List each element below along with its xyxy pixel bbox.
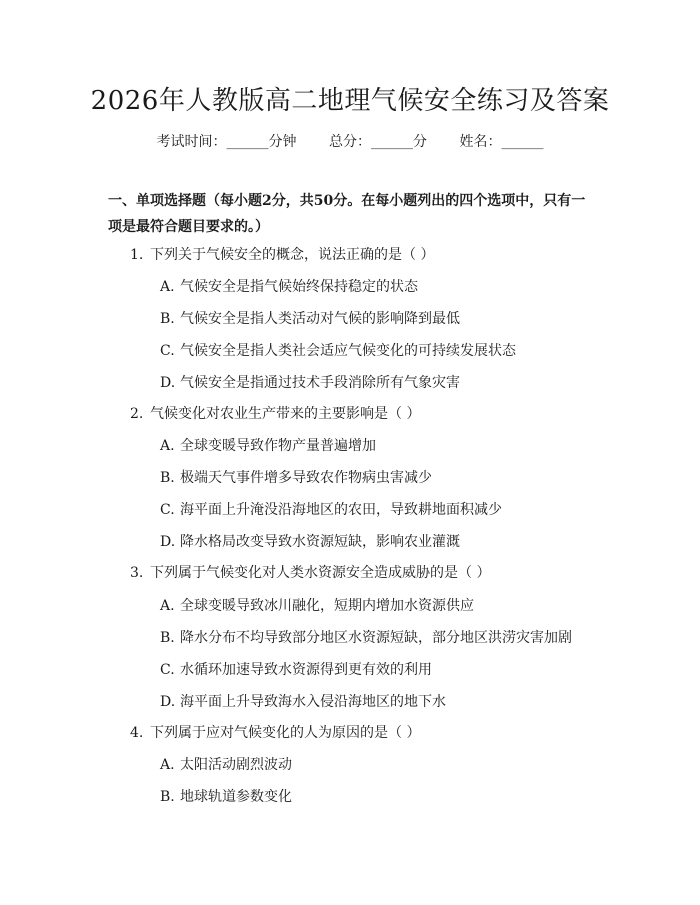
option-text: 气候安全是指人类社会适应气候变化的可持续发展状态 [180,343,516,359]
option-text: 全球变暖导致作物产量普遍增加 [180,438,376,454]
option-text: 降水格局改变导致水资源短缺，影响农业灌溉 [180,534,460,550]
option-letter: D. [160,534,176,550]
section-heading: 一、单项选择题（每小题2分，共50分。在每小题列出的四个选项中，只有一项是最符合题目要求的。） [108,193,586,235]
option-text: 降水分布不均导致部分地区水资源短缺，部分地区洪涝灾害加剧 [180,630,572,646]
question-stem: 下列关于气候安全的概念，说法正确的是（ ） [150,247,435,263]
question-stem: 气候变化对农业生产带来的主要影响是（ ） [150,406,421,422]
option-letter: A. [160,279,175,295]
option-text: 海平面上升导致海水入侵沿海地区的地下水 [180,694,446,710]
option [160,340,516,360]
page-title: 2026年人教版高二地理气候安全练习及答案 [90,86,610,116]
option-letter: A. [160,757,175,773]
question-stem: 下列属于气候变化对人类水资源安全造成威胁的是（ ） [150,565,491,581]
option-letter: B. [160,789,175,805]
option [160,308,460,328]
option-letter: C. [160,662,175,678]
exam-time-label: 考试时间：______分钟 [156,134,297,150]
option-text: 气候安全是指人类活动对气候的影响降到最低 [180,311,460,327]
option-text: 太阳活动剧烈波动 [180,757,292,773]
option [160,499,502,519]
option [160,435,376,455]
question [130,562,490,582]
option-letter: A. [160,598,175,614]
option-letter: D. [160,375,176,391]
option-text: 气候安全是指气候始终保持稳定的状态 [180,279,418,295]
question-number: 3. [130,565,144,581]
option [160,276,418,296]
option [160,754,292,774]
question [130,722,420,742]
option-letter: B. [160,311,175,327]
option-text: 极端天气事件增多导致农作物病虫害减少 [180,470,432,486]
option-text: 气候安全是指通过技术手段消除所有气象灾害 [180,375,460,391]
question-number: 1. [130,247,144,263]
option [160,627,572,647]
option-text: 水循环加速导致水资源得到更有效的利用 [180,662,432,678]
option [160,786,292,806]
student-name-label: 姓名：______ [459,134,544,150]
option-letter: B. [160,470,175,486]
exam-meta [0,131,700,151]
option [160,372,460,392]
option-letter: A. [160,438,175,454]
option-text: 地球轨道参数变化 [180,789,292,805]
option [160,531,460,551]
option-letter: C. [160,343,175,359]
question [130,244,434,264]
option-text: 全球变暖导致冰川融化，短期内增加水资源供应 [180,598,474,614]
question-stem: 下列属于应对气候变化的人为原因的是（ ） [150,725,421,741]
total-score-label: 总分：______分 [329,134,427,150]
question-number: 2. [130,406,144,422]
option-letter: D. [160,694,176,710]
option [160,659,432,679]
option [160,691,446,711]
question-number: 4. [130,725,144,741]
option-letter: C. [160,502,175,518]
option-text: 海平面上升淹没沿海地区的农田，导致耕地面积减少 [180,502,502,518]
option-letter: B. [160,630,175,646]
question [130,403,420,423]
option [160,467,432,487]
option [160,595,474,615]
